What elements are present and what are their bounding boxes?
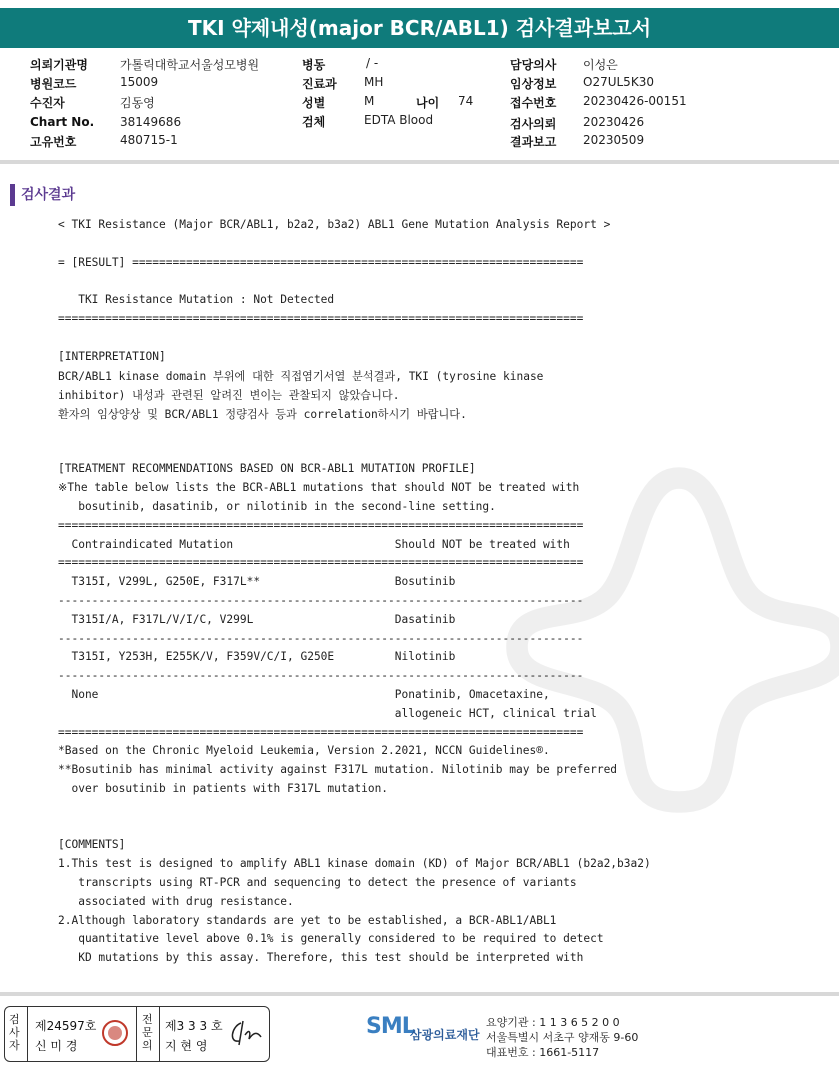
report-line: ============================================================================== bbox=[58, 556, 584, 570]
report-line: [INTERPRETATION] bbox=[58, 349, 166, 363]
report-line: transcripts using RT-PCR and sequencing to detect the presence of variants bbox=[58, 876, 577, 889]
report-line: ============================================================================== bbox=[58, 518, 584, 532]
report-date-value: 20230509 bbox=[583, 133, 645, 147]
receipt-no-value: 20230426-00151 bbox=[583, 94, 687, 108]
reviewer-label: 전문의 bbox=[142, 1013, 153, 1052]
address: 서울특별시 서초구 양재동 9-60 bbox=[486, 1031, 639, 1044]
section-title: 검사결과 bbox=[10, 184, 75, 206]
hospital-code-value: 15009 bbox=[120, 75, 159, 89]
org-name: 삼광의료재단 bbox=[410, 1028, 480, 1042]
clinical-info-value: O27UL5K30 bbox=[583, 75, 654, 89]
report-line: < TKI Resistance (Major BCR/ABL1, b2a2, b3a2) ABL1 Gene Mutation Analysis Report > bbox=[58, 218, 611, 231]
divider bbox=[27, 1007, 28, 1061]
report-line: ------------------------------------------------------------------------------ bbox=[58, 594, 584, 607]
report-line: ※The table below lists the BCR-ABL1 mutations that should NOT be treated with bbox=[58, 481, 580, 495]
unique-no-value: 480715-1 bbox=[120, 133, 178, 147]
patient-label: 수진자 bbox=[30, 96, 65, 110]
reviewer-no: 제3 3 3 호 bbox=[165, 1019, 223, 1033]
report-line: allogeneic HCT, clinical trial bbox=[58, 706, 597, 720]
signature-box bbox=[4, 1006, 270, 1062]
report-line: TKI Resistance Mutation : Not Detected bbox=[58, 293, 335, 307]
report-line: T315I/A, F317L/V/I/C, V299L Dasatinib bbox=[58, 612, 456, 626]
specimen-label: 검체 bbox=[302, 115, 326, 129]
report-line: ------------------------------------------------------------------------------ bbox=[58, 631, 584, 645]
ward-label: 병동 bbox=[302, 58, 326, 72]
signature-icon bbox=[227, 1017, 263, 1049]
dept-value: MH bbox=[364, 75, 384, 89]
ward-value: / - bbox=[366, 56, 379, 70]
report-line: ============================================================================== bbox=[58, 725, 584, 739]
report-line: BCR/ABL1 kinase domain 부위에 대한 직접염기서열 분석결과, TKI (tyrosine kinase bbox=[58, 370, 544, 384]
unique-no-label: 고유번호 bbox=[30, 135, 77, 149]
patient-info bbox=[0, 52, 839, 162]
report-line: T315I, V299L, G250E, F317L** Bosutinib bbox=[58, 575, 456, 589]
dept-label: 진료과 bbox=[302, 77, 337, 91]
institution-code: 요양기관 : 1 1 3 6 5 2 0 0 bbox=[486, 1016, 620, 1029]
clinical-info-label: 임상정보 bbox=[510, 77, 557, 91]
report-line: ============================================================================== bbox=[58, 312, 584, 325]
age-value: 74 bbox=[458, 94, 474, 108]
age-label: 나이 bbox=[416, 96, 440, 110]
examiner-label: 검사자 bbox=[9, 1013, 20, 1052]
report-line: [TREATMENT RECOMMENDATIONS BASED ON BCR-ABL1 MUTATION PROFILE] bbox=[58, 462, 476, 476]
report-line: **Bosutinib has minimal activity against F317L mutation. Nilotinib may be preferred bbox=[58, 763, 618, 777]
divider bbox=[159, 1007, 160, 1061]
header-divider bbox=[0, 160, 839, 164]
report-line: T315I, Y253H, E255K/V, F359V/C/I, G250E Nilotinib bbox=[58, 650, 456, 664]
sex-value: M bbox=[364, 94, 375, 108]
report-date-label: 결과보고 bbox=[510, 135, 557, 149]
examiner-no: 제24597호 bbox=[35, 1019, 97, 1033]
hospital-label: 의뢰기관명 bbox=[30, 58, 88, 72]
chart-no-value: 38149686 bbox=[120, 115, 182, 129]
sml-logo: SML bbox=[366, 1014, 415, 1039]
phone: 대표번호 : 1661-5117 bbox=[486, 1046, 600, 1059]
report-line: quantitative level above 0.1% is generally considered to be required to detect bbox=[58, 932, 604, 946]
report-line: KD mutations by this assay. Therefore, this test should be interpreted with bbox=[58, 951, 584, 965]
chart-no-label: Chart No. bbox=[30, 115, 95, 129]
request-date-label: 검사의뢰 bbox=[510, 117, 557, 131]
report-line: Contraindicated Mutation Should NOT be treated with bbox=[58, 537, 570, 551]
hospital-value: 가톨릭대학교서울성모병원 bbox=[120, 58, 260, 72]
sex-label: 성별 bbox=[302, 96, 326, 110]
report-line: *Based on the Chronic Myeloid Leukemia, Version 2.2021, NCCN Guidelines®. bbox=[58, 744, 550, 758]
specimen-value: EDTA Blood bbox=[364, 113, 434, 127]
divider bbox=[136, 1007, 137, 1061]
hospital-code-label: 병원코드 bbox=[30, 77, 77, 91]
report-line: ------------------------------------------------------------------------------ bbox=[58, 669, 584, 683]
request-date-value: 20230426 bbox=[583, 115, 645, 129]
report-line: over bosutinib in patients with F317L mutation. bbox=[58, 782, 389, 795]
report-title: TKI 약제내성(major BCR/ABL1) 검사결과보고서 bbox=[0, 8, 839, 48]
examiner-name: 신 미 경 bbox=[35, 1039, 78, 1053]
report-line: 1.This test is designed to amplify ABL1 kinase domain (KD) of Major BCR/ABL1 (b2a2,b3a2) bbox=[58, 857, 651, 871]
seal-icon bbox=[101, 1019, 129, 1047]
receipt-no-label: 접수번호 bbox=[510, 96, 557, 110]
report-line: 2.Although laboratory standards are yet to be established, a BCR-ABL1/ABL1 bbox=[58, 913, 557, 927]
report-body bbox=[0, 208, 839, 990]
footer-divider bbox=[0, 992, 839, 996]
doctor-label: 담당의사 bbox=[510, 58, 557, 72]
report-line: bosutinib, dasatinib, or nilotinib in the second-line setting. bbox=[58, 500, 496, 513]
report-line: inhibitor) 내성과 관련된 알려진 변이는 관찰되지 않았습니다. bbox=[58, 389, 400, 403]
report-line: 환자의 임상양상 및 BCR/ABL1 정량검사 등과 correlation하시기 바랍니다. bbox=[58, 408, 467, 421]
patient-value: 김동영 bbox=[120, 96, 155, 110]
report-line: associated with drug resistance. bbox=[58, 894, 294, 908]
doctor-value: 이성은 bbox=[583, 58, 618, 72]
report-line: [COMMENTS] bbox=[58, 838, 126, 852]
reviewer-name: 지 현 영 bbox=[165, 1039, 208, 1053]
report-line: None Ponatinib, Omacetaxine, bbox=[58, 688, 550, 701]
report-line: = [RESULT] =================================================================== bbox=[58, 255, 584, 269]
